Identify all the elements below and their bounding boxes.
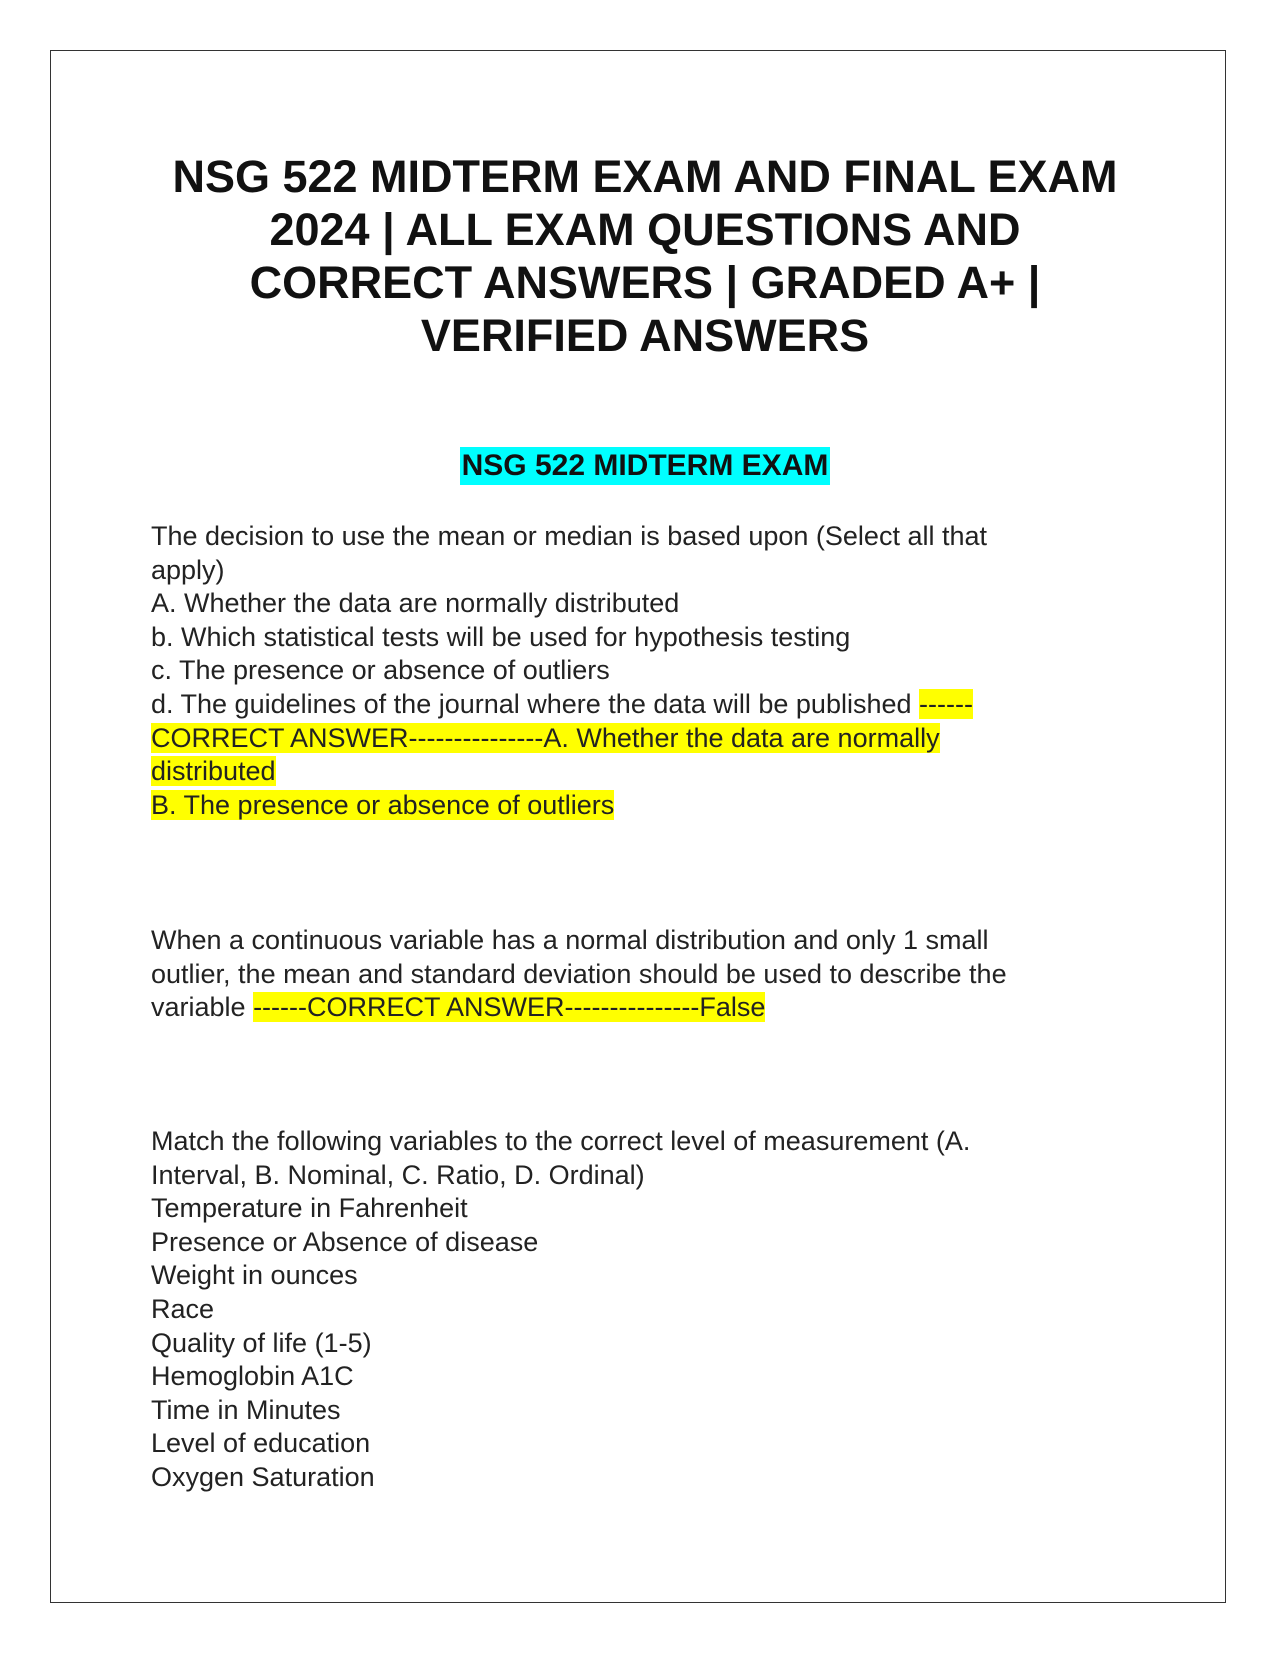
question-text: variable	[151, 992, 254, 1023]
option-text: d. The guidelines of the journal where the data will be published	[151, 688, 920, 719]
answer-highlight: CORRECT ANSWER---------------A. Whether the data are normally	[151, 722, 940, 753]
variable-item: Temperature in Fahrenheit	[151, 1193, 468, 1224]
variable-item: Hemoglobin A1C	[151, 1361, 354, 1392]
variable-item: Time in Minutes	[151, 1394, 341, 1425]
variable-item: Presence or Absence of disease	[151, 1226, 539, 1257]
document-title	[151, 150, 1139, 362]
title-line: VERIFIED ANSWERS	[420, 310, 870, 361]
answer-highlight: ------CORRECT ANSWER---------------False	[253, 992, 766, 1023]
question-line: When a continuous variable has a normal distribution and only 1 small	[151, 925, 989, 955]
question-line	[151, 991, 1091, 1025]
variable-item: Quality of life (1-5)	[151, 1327, 372, 1358]
question-line: Match the following variables to the correct level of measurement (A.	[151, 1126, 971, 1156]
option-line	[151, 688, 1091, 722]
question-line: Interval, B. Nominal, C. Ratio, D. Ordinal)	[151, 1159, 645, 1190]
title-line: 2024 | ALL EXAM QUESTIONS AND	[269, 204, 1021, 255]
answer-line	[151, 755, 1091, 789]
option-line: c. The presence or absence of outliers	[151, 655, 610, 686]
answer-line	[151, 789, 1091, 823]
variable-item: Race	[151, 1293, 215, 1324]
question-line: apply)	[151, 554, 225, 585]
answer-highlight: distributed	[151, 756, 276, 787]
answer-highlight: B. The presence or absence of outliers	[151, 789, 615, 820]
question-block-mean-median	[151, 520, 1091, 822]
variable-item: Level of education	[151, 1428, 371, 1459]
answer-highlight: ------	[919, 688, 973, 719]
option-line: A. Whether the data are normally distributed	[151, 588, 680, 619]
option-line: b. Which statistical tests will be used for hypothesis testing	[151, 621, 851, 652]
title-line: NSG 522 MIDTERM EXAM AND FINAL EXAM	[172, 151, 1118, 202]
question-block-measurement	[151, 1125, 1091, 1495]
title-line: CORRECT ANSWERS | GRADED A+ |	[249, 257, 1041, 308]
variable-item: Oxygen Saturation	[151, 1461, 375, 1492]
question-line: outlier, the mean and standard deviation should be used to describe the	[151, 958, 1007, 989]
section-heading: NSG 522 MIDTERM EXAM	[460, 447, 831, 485]
answer-line	[151, 722, 1091, 756]
section-heading-wrap	[151, 447, 1139, 485]
question-block-outlier	[151, 924, 1091, 1025]
question-line: The decision to use the mean or median is based upon (Select all that	[151, 521, 987, 551]
variable-item: Weight in ounces	[151, 1260, 358, 1291]
